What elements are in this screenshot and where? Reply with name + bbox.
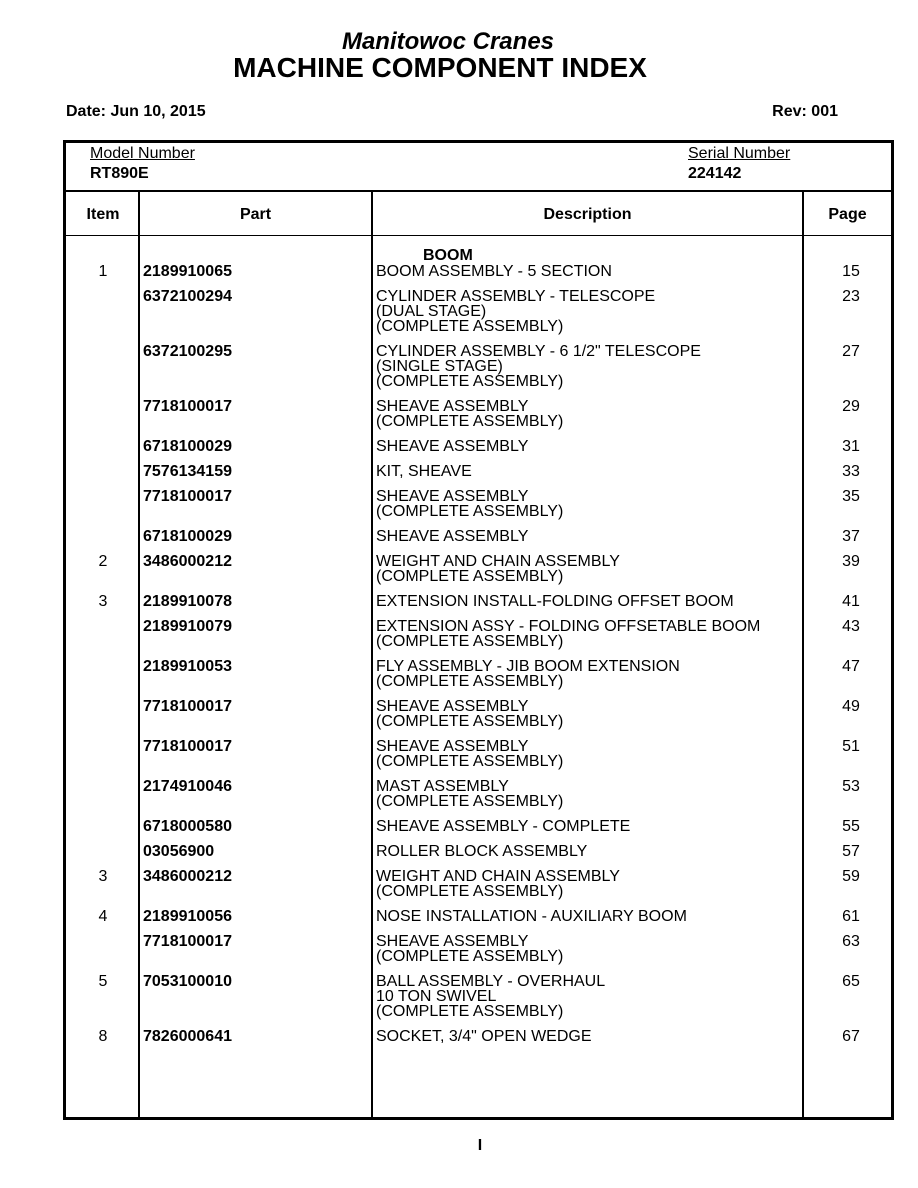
section-heading: BOOM <box>423 247 473 264</box>
description-line: BALL ASSEMBLY - OVERHAUL <box>376 973 606 990</box>
page-cell: 43 <box>842 618 860 635</box>
document-revision: Rev: 001 <box>772 103 838 120</box>
table-row <box>66 777 891 817</box>
description-cell <box>376 617 800 649</box>
description-cell <box>376 657 800 689</box>
description-cell <box>376 287 800 334</box>
description-line: (COMPLETE ASSEMBLY) <box>376 948 564 965</box>
part-number-cell: 7718100017 <box>143 398 232 415</box>
page-cell: 59 <box>842 868 860 885</box>
column-header-part: Part <box>239 206 272 223</box>
table-row <box>66 462 891 487</box>
description-line: (COMPLETE ASSEMBLY) <box>376 503 564 520</box>
description-line: CYLINDER ASSEMBLY - 6 1/2" TELESCOPE <box>376 343 701 360</box>
part-number-cell: 3486000212 <box>143 868 232 885</box>
page-cell: 47 <box>842 658 860 675</box>
page-cell: 31 <box>842 438 860 455</box>
description-line: NOSE INSTALLATION - AUXILIARY BOOM <box>376 908 687 925</box>
page-cell: 49 <box>842 698 860 715</box>
description-line: SHEAVE ASSEMBLY <box>376 398 529 415</box>
description-line: EXTENSION INSTALL-FOLDING OFFSET BOOM <box>376 593 734 610</box>
description-cell <box>376 437 800 454</box>
description-line: SHEAVE ASSEMBLY <box>376 738 529 755</box>
part-number-cell: 6372100294 <box>143 288 232 305</box>
page-cell: 67 <box>842 1028 860 1045</box>
page-cell: 33 <box>842 463 860 480</box>
part-number-cell: 6718000580 <box>143 818 232 835</box>
part-number-cell: 03056900 <box>143 843 215 860</box>
description-line: WEIGHT AND CHAIN ASSEMBLY <box>376 868 620 885</box>
description-line: (COMPLETE ASSEMBLY) <box>376 373 564 390</box>
description-line: (COMPLETE ASSEMBLY) <box>376 753 564 770</box>
document-title: MACHINE COMPONENT INDEX <box>233 52 647 83</box>
description-cell <box>376 592 800 609</box>
serial-number-label: Serial Number <box>688 145 791 162</box>
description-line: SHEAVE ASSEMBLY <box>376 933 529 950</box>
page-cell: 63 <box>842 933 860 950</box>
table-row <box>66 487 891 527</box>
description-line: EXTENSION ASSY - FOLDING OFFSETABLE BOOM <box>376 618 761 635</box>
page-cell: 23 <box>842 288 860 305</box>
item-cell: 8 <box>98 1028 108 1045</box>
table-row <box>66 342 891 397</box>
description-line: FLY ASSEMBLY - JIB BOOM EXTENSION <box>376 658 680 675</box>
description-line: (COMPLETE ASSEMBLY) <box>376 568 564 585</box>
table-row <box>66 397 891 437</box>
description-cell <box>376 737 800 769</box>
description-cell <box>376 907 800 924</box>
page-cell: 39 <box>842 553 860 570</box>
table-row <box>66 697 891 737</box>
table-row <box>66 972 891 1027</box>
part-number-cell: 6718100029 <box>143 438 232 455</box>
header-divider <box>66 190 891 192</box>
table-body <box>66 262 891 1052</box>
description-cell <box>376 972 800 1019</box>
part-number-cell: 2189910079 <box>143 618 232 635</box>
description-cell <box>376 342 800 389</box>
page-cell: 35 <box>842 488 860 505</box>
description-line: (COMPLETE ASSEMBLY) <box>376 713 564 730</box>
table-row <box>66 552 891 592</box>
part-number-cell: 2174910046 <box>143 778 232 795</box>
part-number-cell: 2189910053 <box>143 658 232 675</box>
serial-number-value: 224142 <box>688 165 742 182</box>
company-name: Manitowoc Cranes <box>341 28 555 55</box>
part-number-cell: 6718100029 <box>143 528 232 545</box>
part-number-cell: 2189910065 <box>143 263 232 280</box>
description-line: (COMPLETE ASSEMBLY) <box>376 793 564 810</box>
table-row <box>66 1027 891 1052</box>
part-number-cell: 7053100010 <box>143 973 232 990</box>
page-cell: 53 <box>842 778 860 795</box>
table-row <box>66 617 891 657</box>
description-cell <box>376 817 800 834</box>
description-cell <box>376 842 800 859</box>
description-line: WEIGHT AND CHAIN ASSEMBLY <box>376 553 620 570</box>
description-cell <box>376 462 800 479</box>
page-cell: 41 <box>842 593 860 610</box>
page-cell: 61 <box>842 908 860 925</box>
item-cell: 1 <box>98 263 108 280</box>
page-number: I <box>477 1137 483 1154</box>
column-header-divider <box>66 235 891 236</box>
description-line: KIT, SHEAVE <box>376 463 472 480</box>
column-header-page: Page <box>828 206 867 223</box>
table-row <box>66 737 891 777</box>
description-line: (DUAL STAGE) <box>376 303 487 320</box>
model-number-label: Model Number <box>90 145 195 162</box>
description-line: 10 TON SWIVEL <box>376 988 497 1005</box>
table-row <box>66 817 891 842</box>
description-cell <box>376 1027 800 1044</box>
page-cell: 27 <box>842 343 860 360</box>
model-number-value: RT890E <box>90 165 149 182</box>
part-number-cell: 2189910078 <box>143 593 232 610</box>
description-line: SHEAVE ASSEMBLY <box>376 488 529 505</box>
table-row <box>66 262 891 287</box>
description-cell <box>376 487 800 519</box>
table-row <box>66 842 891 867</box>
item-cell: 3 <box>98 868 108 885</box>
document-date: Date: Jun 10, 2015 <box>66 103 206 120</box>
description-cell <box>376 697 800 729</box>
table-row <box>66 907 891 932</box>
part-number-cell: 6372100295 <box>143 343 232 360</box>
description-line: (COMPLETE ASSEMBLY) <box>376 883 564 900</box>
description-line: MAST ASSEMBLY <box>376 778 509 795</box>
description-line: (COMPLETE ASSEMBLY) <box>376 318 564 335</box>
description-line: ROLLER BLOCK ASSEMBLY <box>376 843 588 860</box>
component-index-table <box>63 140 894 1120</box>
column-header-item: Item <box>86 206 120 223</box>
part-number-cell: 7576134159 <box>143 463 232 480</box>
item-cell: 3 <box>98 593 108 610</box>
item-cell: 4 <box>98 908 108 925</box>
item-cell: 5 <box>98 973 108 990</box>
description-cell <box>376 932 800 964</box>
page-cell: 55 <box>842 818 860 835</box>
table-row <box>66 592 891 617</box>
part-number-cell: 3486000212 <box>143 553 232 570</box>
table-row <box>66 527 891 552</box>
part-number-cell: 7718100017 <box>143 933 232 950</box>
part-number-cell: 7718100017 <box>143 488 232 505</box>
page-cell: 57 <box>842 843 860 860</box>
table-row <box>66 287 891 342</box>
description-line: SOCKET, 3/4" OPEN WEDGE <box>376 1028 592 1045</box>
description-line: CYLINDER ASSEMBLY - TELESCOPE <box>376 288 656 305</box>
description-cell <box>376 552 800 584</box>
description-line: BOOM ASSEMBLY - 5 SECTION <box>376 263 612 280</box>
column-header-description: Description <box>543 206 632 223</box>
description-cell <box>376 777 800 809</box>
page-cell: 51 <box>842 738 860 755</box>
description-cell <box>376 262 800 279</box>
description-line: (COMPLETE ASSEMBLY) <box>376 673 564 690</box>
item-cell: 2 <box>98 553 108 570</box>
part-number-cell: 7718100017 <box>143 738 232 755</box>
description-line: SHEAVE ASSEMBLY <box>376 698 529 715</box>
page-cell: 37 <box>842 528 860 545</box>
description-line: (COMPLETE ASSEMBLY) <box>376 633 564 650</box>
description-line: SHEAVE ASSEMBLY - COMPLETE <box>376 818 631 835</box>
description-cell <box>376 397 800 429</box>
part-number-cell: 2189910056 <box>143 908 232 925</box>
page-cell: 29 <box>842 398 860 415</box>
description-cell <box>376 867 800 899</box>
description-line: SHEAVE ASSEMBLY <box>376 438 529 455</box>
description-cell <box>376 527 800 544</box>
page-cell: 65 <box>842 973 860 990</box>
table-row <box>66 657 891 697</box>
table-row <box>66 437 891 462</box>
table-row <box>66 867 891 907</box>
page-cell: 15 <box>842 263 860 280</box>
description-line: SHEAVE ASSEMBLY <box>376 528 529 545</box>
part-number-cell: 7718100017 <box>143 698 232 715</box>
table-row <box>66 932 891 972</box>
description-line: (COMPLETE ASSEMBLY) <box>376 413 564 430</box>
part-number-cell: 7826000641 <box>143 1028 232 1045</box>
description-line: (COMPLETE ASSEMBLY) <box>376 1003 564 1020</box>
description-line: (SINGLE STAGE) <box>376 358 503 375</box>
